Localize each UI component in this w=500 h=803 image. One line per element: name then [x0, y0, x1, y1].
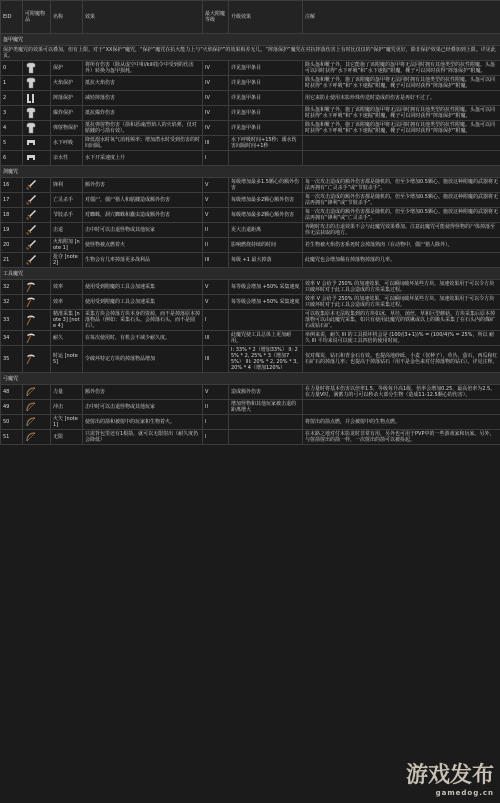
cell-upgrade: 每级增加最多2颗心额外伤害 [229, 193, 303, 208]
cell-icon [23, 430, 51, 445]
table-row [1, 121, 500, 136]
cell-name: 爆炸保护 [51, 106, 83, 121]
cell-effect: 生物会有几率掉落更多战利品 [83, 253, 203, 268]
table-row [1, 253, 500, 268]
bow-icon [25, 416, 37, 428]
cell-name: 无限 [51, 430, 83, 445]
cell-eid: 4 [1, 121, 23, 136]
header-effect: 效果 [83, 1, 203, 34]
table-row [1, 400, 500, 415]
cell-eid: 0 [1, 61, 23, 76]
cell-notes: 举例来说，耐久 III 的工具损坏机会是 (100/(3+1))% = (100/4)% = 25%，所以 耐久 III 平均来说可以使工具四倍的使用时间。 [303, 331, 500, 346]
cell-upgrade: 每等级会增加 +50% 采集速度 [229, 280, 303, 295]
cell-effect: 使用受到附魔的工具会加速采集 [83, 295, 203, 310]
cell-icon [23, 91, 51, 106]
cell-name: 力量 [51, 385, 83, 400]
cell-maxlevel: V [203, 208, 229, 223]
cell-icon [23, 346, 51, 373]
cell-notes: 在力量时将基本伤害以倍率1.5，等级每升高1级，倍率会增加0.25，最高倍率为2.5。在力量V时，满蓄力的弓可以秒杀大部分生物（造成11-12.5颗心的伤害）。 [303, 385, 500, 400]
table-row [1, 430, 500, 445]
cell-maxlevel: V [203, 385, 229, 400]
cell-eid: 34 [1, 331, 23, 346]
cell-notes: 用它来防止使用末影珍珠传送时造成的伤害是再好不过了。 [303, 91, 500, 106]
cell-maxlevel: II [203, 238, 229, 253]
cell-notes: 每一次攻击造成的额外伤害都是随机的，但至少增加0.5颗心。施放这种附魔的武器将无法再拥有“亡灵杀手”或“节肢杀手”。 [303, 178, 500, 193]
cell-notes: 可以收集原本无法收集到的方块如冰，草径，菌丝，草和巨型蘑菇。方块采集后原本掉落物可以由此魔咒采集，如只有使用此魔咒的铁锹或以上的锄头采集了在石头内的煤矿石或钻石矿。 [303, 310, 500, 331]
cell-effect: 击中时可以击退怪物或其他玩家 [83, 223, 203, 238]
cell-maxlevel: I [203, 310, 229, 331]
cell-notes [303, 136, 500, 151]
cell-notes: 仅对煤炭，钻石和青金石有效。也提高地砂砾、小麦（仅种子），草丛，萤石，西瓜和红石矿石的掉落几率；也提高于掉落钻石（用不是金色来对付掉落物的钻石）。详见注释。 [303, 346, 500, 373]
cell-maxlevel: III [203, 253, 229, 268]
cell-icon [23, 310, 51, 331]
cell-notes: 奔跑时攻击的击退效果不会与此魔咒效果叠加。注意此魔咒可能使得怪物的尸体掉落至你无法获取的地方。 [303, 223, 500, 238]
section-title-row [1, 268, 500, 280]
cell-upgrade: 每等级会增加 +50% 采集速度 [229, 295, 303, 310]
cell-notes: 若生物被火焰伤害系死时会掉落熟肉（在动物中，僵尸猪人除外）。 [303, 238, 500, 253]
cell-maxlevel: V [203, 178, 229, 193]
cell-icon [23, 151, 51, 166]
table-row [1, 415, 500, 430]
cell-eid: 1 [1, 76, 23, 91]
table-row [1, 385, 500, 400]
header-items: 可附魔物品 [23, 1, 51, 34]
cell-upgrade: 每级增加最多2颗心额外伤害 [229, 208, 303, 223]
cell-effect: 水下开采速度上升 [83, 151, 203, 166]
cell-upgrade: 详见盔甲条目 [229, 91, 303, 106]
cell-maxlevel: V [203, 280, 229, 295]
cell-eid: 50 [1, 415, 23, 430]
cell-eid: 6 [1, 151, 23, 166]
cell-icon [23, 208, 51, 223]
cell-name: 击退 [51, 223, 83, 238]
boots-icon [25, 92, 37, 104]
cell-upgrade: 造成额外伤害 [229, 385, 303, 400]
table-row [1, 136, 500, 151]
sword-icon [25, 239, 37, 251]
table-row [1, 208, 500, 223]
cell-notes [303, 151, 500, 166]
bow-icon [25, 386, 37, 398]
cell-eid: 16 [1, 178, 23, 193]
pickaxe-icon [25, 296, 37, 308]
cell-icon [23, 385, 51, 400]
cell-eid: 18 [1, 208, 23, 223]
cell-eid: 20 [1, 238, 23, 253]
cell-eid: 33 [1, 310, 23, 331]
cell-effect: 击中时可以击退怪物或其他玩家 [83, 400, 203, 415]
cell-notes: 除头盔和靴子外，其它能施了该附魔的盔甲将无法同时拥有其他类型的抗性附魔。头盔可以同时获得“水下呼吸”和“水下速掘”附魔，靴子可以同时获得“摔落保护”附魔。 [303, 61, 500, 76]
header-name: 名称 [51, 1, 83, 34]
cell-eid: 5 [1, 136, 23, 151]
table-row [1, 61, 500, 76]
cell-upgrade [229, 415, 303, 430]
cell-notes: 在末路之地对付末影龙时非常有用，另外也可用于PVP中的一些游戏家和玩家。另外，与射箭射出的箭一样，一次射出的箭可以被捡起。 [303, 430, 500, 445]
section-title-row [1, 166, 500, 178]
cell-icon [23, 280, 51, 295]
cell-upgrade: I: 33% * 2（增加33%） II: 25% * 2, 25% * 3（增加75%） III: 20% * 2, 20% * 3, 20% * 4（增加120%） [229, 346, 303, 373]
cell-eid: 19 [1, 223, 23, 238]
cell-name: 抢夺 [note 2] [51, 253, 83, 268]
helmet-icon [25, 137, 37, 149]
cell-notes: 将射出的箭点燃，并会被射中的生物点燃。 [303, 415, 500, 430]
cell-effect: 令破坏特定方块的掉落物品增加 [83, 346, 203, 373]
cell-notes: 除头盔和靴子外，施了该附魔的盔甲将无法同时拥有其他类型的抗性附魔。头盔可以同时获得“水下呼吸”和“水下速掘”附魔，靴子可以同时获得“摔落保护”附魔。 [303, 76, 500, 91]
cell-upgrade: 此魔咒使工具总体上更加耐用。 [229, 331, 303, 346]
cell-notes: 除头盔和靴子外，施了该附魔的盔甲将无法同时拥有其他类型的抗性附魔。头盔可以同时获得“水下呼吸”和“水下速掘”附魔，靴子可以同时获得“摔落保护”附魔。 [303, 106, 500, 121]
helmet-icon [25, 152, 37, 164]
sword-icon [25, 194, 37, 206]
cell-eid: 3 [1, 106, 23, 121]
cell-eid: 51 [1, 430, 23, 445]
table-row [1, 238, 500, 253]
bow-icon [25, 401, 37, 413]
cell-icon [23, 121, 51, 136]
cell-eid: 48 [1, 385, 23, 400]
section-note-row [1, 46, 500, 61]
cell-notes: 效率 V 会给予 250% 的加速效果，可以瞬间破坏某些方块。加速效果用于可以令方块只破坏时对于此工具会造成的方块采集过程。 [303, 295, 500, 310]
cell-notes: 每一次攻击造成的额外伤害都是随机的，但至少增加0.5颗心。施放这种附魔的武器将无法再拥有“锋利”或“节肢杀手”。 [303, 193, 500, 208]
cell-icon [23, 253, 51, 268]
armor-icon [25, 107, 37, 119]
sword-icon [25, 224, 37, 236]
cell-upgrade: 更大击退距离 [229, 223, 303, 238]
table-body [1, 34, 500, 445]
cell-maxlevel: I [203, 415, 229, 430]
armor-icon [25, 62, 37, 74]
cell-maxlevel: IV [203, 76, 229, 91]
cell-upgrade: 详见盔甲条目 [229, 76, 303, 91]
cell-effect: 使怪物被点燃着火 [83, 238, 203, 253]
cell-upgrade: 详见盔甲条目 [229, 121, 303, 136]
cell-icon [23, 178, 51, 193]
cell-icon [23, 415, 51, 430]
cell-effect: 采集方块会掉落方块本身的资源，而不是掉落原本掉落物品（例如：采集石头、会掉落石头，而不是圆石）。 [83, 310, 203, 331]
cell-maxlevel: V [203, 193, 229, 208]
cell-effect: 对蜘蛛，洞穴蜘蛛和蠹虫造成额外伤害 [83, 208, 203, 223]
header-eid: EID [1, 1, 23, 34]
cell-notes: 每一次攻击造成的额外伤害都是随机的，但至少增加0.5颗心。施放这种附魔的武器将无法再拥有“锋利”或“亡灵杀手”。 [303, 208, 500, 223]
armor-icon [25, 122, 37, 134]
cell-name: 亡灵杀手 [51, 193, 83, 208]
cell-upgrade: 详见盔甲条目 [229, 61, 303, 76]
cell-upgrade [229, 151, 303, 166]
cell-maxlevel: IV [203, 106, 229, 121]
table-row [1, 346, 500, 373]
table-row [1, 280, 500, 295]
cell-notes: 效率 V 会给予 250% 的加速效果，可以瞬间破坏某些方块。加速效果用于可以令方块只破坏时对于此工具会造成的方块采集过程。 [303, 280, 500, 295]
table-row [1, 76, 500, 91]
section-title-row [1, 34, 500, 46]
cell-maxlevel: I [203, 430, 229, 445]
table-row [1, 106, 500, 121]
section-note: 保护类魔咒的效果可以叠加，但有上限。对于“XX保护”魔咒，“保护”魔咒在抗火能力上与“火焰保护”的效果相差无几。“摔落保护”魔咒在对抗摔落伤害上有时比仅仅的“保护”魔咒更好，除非保护效果已经叠加到上限。详见此页。 [1, 46, 500, 61]
cell-icon [23, 238, 51, 253]
cell-icon [23, 295, 51, 310]
cell-icon [23, 400, 51, 415]
cell-eid: 17 [1, 193, 23, 208]
cell-effect: 只需背包里还有1根箭，就可以无限射出（耐久度仍会降低） [83, 430, 203, 445]
cell-effect: 降低溺水时氧气消耗频率；增加潜水时受到伤害的时间间隔。 [83, 136, 203, 151]
pickaxe-icon [25, 281, 37, 293]
cell-upgrade [229, 430, 303, 445]
cell-maxlevel: III [203, 136, 229, 151]
cell-maxlevel: IV [203, 61, 229, 76]
cell-effect: 减轻摔落伤害 [83, 91, 203, 106]
watermark-logo: 游戏发布 gamedog.cn [405, 763, 494, 797]
cell-maxlevel: V [203, 295, 229, 310]
cell-name: 效率 [51, 280, 83, 295]
cell-name: 精准采集 [note 3] [note 4] [51, 310, 83, 331]
cell-maxlevel: IV [203, 91, 229, 106]
cell-eid: 2 [1, 91, 23, 106]
cell-maxlevel: III [203, 331, 229, 346]
cell-icon [23, 223, 51, 238]
cell-effect: 抵抗火焰伤害 [83, 76, 203, 91]
cell-icon [23, 76, 51, 91]
table-row [1, 310, 500, 331]
cell-maxlevel: II [203, 223, 229, 238]
cell-eid: 32 [1, 280, 23, 295]
table-row [1, 91, 500, 106]
cell-effect: 使用受到附魔的工具会加速采集 [83, 280, 203, 295]
bow-icon [25, 431, 37, 443]
cell-icon [23, 331, 51, 346]
cell-upgrade: 水下呼吸时间+15秒；溺水伤害间隔时间+1秒 [229, 136, 303, 151]
cell-icon [23, 106, 51, 121]
cell-maxlevel: III [203, 346, 229, 373]
header-upgrade: 升级效果 [229, 1, 303, 34]
section-title: 剑魔咒 [1, 166, 500, 178]
cell-upgrade: 影响燃烧持续的时间 [229, 238, 303, 253]
cell-name: 火焰保护 [51, 76, 83, 91]
cell-notes [303, 400, 500, 415]
cell-name: 水下呼吸 [51, 136, 83, 151]
cell-name: 弹射物保护 [51, 121, 83, 136]
cell-name: 效率 [51, 295, 83, 310]
cell-upgrade: 每级 +1 最大掉落 [229, 253, 303, 268]
section-title: 工具魔咒 [1, 268, 500, 280]
cell-effect: 将所有伤害（除从虚空中和/kill指令中受到的伤害外）转换为盔甲损耗。 [83, 61, 203, 76]
cell-effect: 额外伤害 [83, 385, 203, 400]
cell-upgrade: 增加怪物和其他玩家被击退的距离增大 [229, 400, 303, 415]
cell-effect: 抵抗弹射物伤害（箭和恶魂/烈焰人的火焰弹，仅对骷髅的弓箭有效）。 [83, 121, 203, 136]
cell-name: 摔落保护 [51, 91, 83, 106]
cell-name: 耐久 [51, 331, 83, 346]
cell-eid: 32 [1, 295, 23, 310]
section-title: 弓魔咒 [1, 373, 500, 385]
table-row [1, 193, 500, 208]
cell-maxlevel: I [203, 151, 229, 166]
cell-upgrade: 详见盔甲条目 [229, 106, 303, 121]
cell-name: 时运 [note 5] [51, 346, 83, 373]
cell-name: 火焰附加 [note 1] [51, 238, 83, 253]
table-row [1, 331, 500, 346]
table-header-row [1, 1, 500, 34]
sword-icon [25, 179, 37, 191]
table-row [1, 295, 500, 310]
cell-upgrade: 每级增加最多1.5颗心的额外伤害 [229, 178, 303, 193]
cell-effect: 抵抗爆炸伤害 [83, 106, 203, 121]
cell-notes: 除头盔和靴子外，施了该附魔的盔甲将无法同时拥有其他类型的抗性附魔。头盔可以同时获得“水下呼吸”和“水下速掘”附魔，靴子可以同时获得“摔落保护”附魔。 [303, 121, 500, 136]
cell-icon [23, 193, 51, 208]
header-notes: 注解 [303, 1, 500, 34]
sword-icon [25, 209, 37, 221]
cell-eid: 35 [1, 346, 23, 373]
table-row [1, 178, 500, 193]
cell-name: 冲击 [51, 400, 83, 415]
table-row [1, 223, 500, 238]
cell-name: 火矢 [note 1] [51, 415, 83, 430]
cell-name: 节肢杀手 [51, 208, 83, 223]
section-title-row [1, 373, 500, 385]
cell-eid: 49 [1, 400, 23, 415]
cell-maxlevel: II [203, 400, 229, 415]
cell-name: 亲水性 [51, 151, 83, 166]
section-title: 盔甲魔咒 [1, 34, 500, 46]
pickaxe-icon [25, 353, 37, 365]
cell-upgrade [229, 310, 303, 331]
armor-icon [25, 77, 37, 89]
cell-effect: 对僵尸，僵尸猪人和骷髅造成额外伤害 [83, 193, 203, 208]
cell-effect: 额外伤害 [83, 178, 203, 193]
sword-icon [25, 254, 37, 266]
cell-effect: 使射出的箭和被射中的玩家和生物着火。 [83, 415, 203, 430]
cell-notes: 此魔咒也会增加稀有掉落物掉落的几率。 [303, 253, 500, 268]
cell-maxlevel: IV [203, 121, 229, 136]
cell-effect: 在每次使用时，有机会不减少耐久度。 [83, 331, 203, 346]
cell-eid: 21 [1, 253, 23, 268]
pickaxe-icon [25, 314, 37, 326]
table-row [1, 151, 500, 166]
cell-icon [23, 136, 51, 151]
cell-icon [23, 61, 51, 76]
cell-name: 保护 [51, 61, 83, 76]
pickaxe-icon [25, 332, 37, 344]
cell-name: 锋利 [51, 178, 83, 193]
header-maxlevel: 最大附魔等级 [203, 1, 229, 34]
